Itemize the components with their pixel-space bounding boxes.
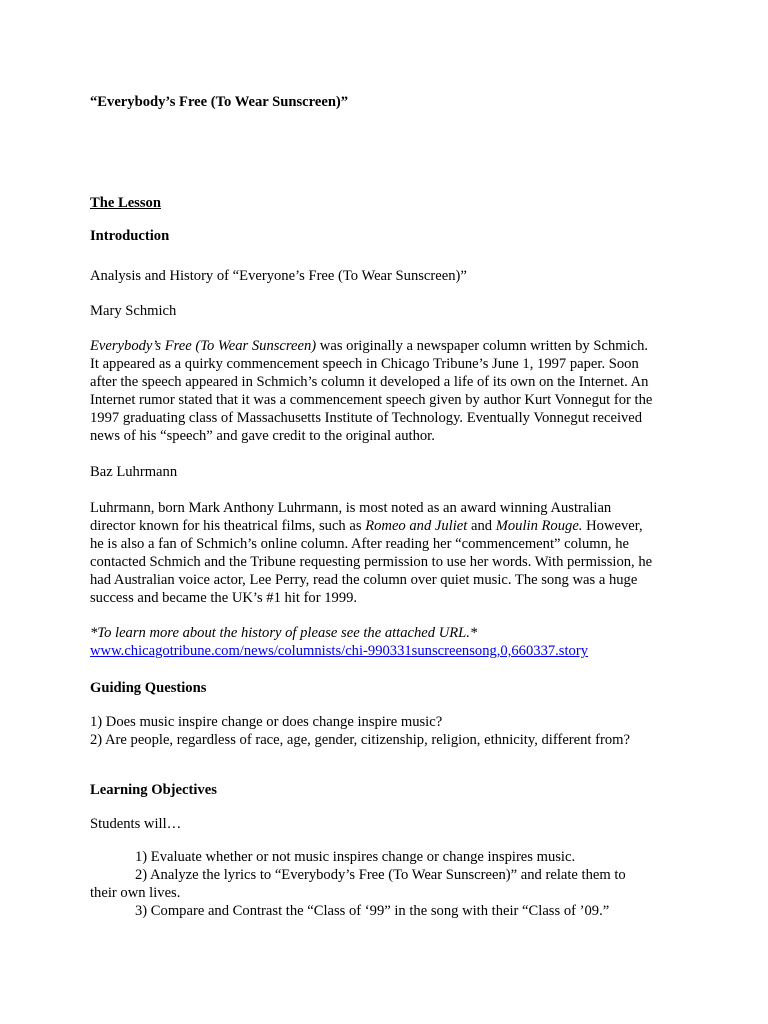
schmich-line-5: 1997 graduating class of Massachusetts Institute of Technology. Eventually Vonnegut received xyxy=(90,410,643,426)
schmich-line-4: Internet rumor stated that it was a commencement speech given by author Kurt Vonnegut for the xyxy=(90,392,653,408)
schmich-line-1 xyxy=(90,337,652,355)
objective-2: 2) Analyze the lyrics to “Everybody’s Free (To Wear Sunscreen)” and relate them to xyxy=(135,867,626,883)
analysis-line: Analysis and History of “Everyone’s Free (To Wear Sunscreen)” xyxy=(90,268,467,284)
objective-2-continued: their own lives. xyxy=(90,885,181,901)
song-title-italic: Everybody’s Free (To Wear Sunscreen) xyxy=(90,338,317,354)
history-link[interactable]: www.chicagotribune.com/news/columnists/chi-990331sunscreensong,0,660337.story xyxy=(90,643,588,659)
students-will: Students will… xyxy=(90,816,182,832)
objective-3: 3) Compare and Contrast the “Class of ‘99” in the song with their “Class of ’09.” xyxy=(135,903,610,919)
luhrmann-line-2-a: director known for his theatrical films, such as xyxy=(90,518,366,534)
luhrmann-paragraph xyxy=(90,499,652,607)
luhrmann-line-1: Luhrmann, born Mark Anthony Luhrmann, is most noted as an award winning Australian xyxy=(90,500,612,516)
luhrmann-line-2-and: and xyxy=(467,518,496,534)
schmich-paragraph xyxy=(90,337,652,445)
schmich-line-6: news of his “speech” and gave credit to the original author. xyxy=(90,428,435,444)
film-moulin-rouge: Moulin Rouge. xyxy=(495,518,583,534)
director-name: Baz Luhrmann xyxy=(90,464,178,480)
schmich-line-1-rest: was originally a newspaper column written by Schmich. xyxy=(316,338,649,354)
document-title: “Everybody’s Free (To Wear Sunscreen)” xyxy=(90,94,349,110)
url-note-block xyxy=(90,624,588,660)
guiding-questions-heading: Guiding Questions xyxy=(90,680,207,696)
objective-1: 1) Evaluate whether or not music inspires change or change inspires music. xyxy=(135,849,576,865)
learning-objectives-heading: Learning Objectives xyxy=(90,782,217,798)
objectives-list xyxy=(90,848,626,920)
luhrmann-line-4: contacted Schmich and the Tribune requesting permission to use her words. With permission, he xyxy=(90,554,653,570)
introduction-heading: Introduction xyxy=(90,228,170,244)
luhrmann-line-6: success and became the UK’s #1 hit for 1999. xyxy=(90,590,358,606)
document-page xyxy=(90,0,690,1024)
guiding-question-2: 2) Are people, regardless of race, age, gender, citizenship, religion, ethnicity, different from? xyxy=(90,732,630,748)
film-romeo-and-juliet: Romeo and Juliet xyxy=(365,518,468,534)
luhrmann-line-2-b: However, xyxy=(582,518,643,534)
lesson-heading: The Lesson xyxy=(90,195,161,211)
luhrmann-line-5: had Australian voice actor, Lee Perry, read the column over quiet music. The song was a huge xyxy=(90,572,638,588)
author-name: Mary Schmich xyxy=(90,303,177,319)
url-note: *To learn more about the history of please see the attached URL.* xyxy=(90,625,478,641)
schmich-line-2: It appeared as a quirky commencement speech in Chicago Tribune’s June 1, 1997 paper. Soon xyxy=(90,356,639,372)
guiding-question-1: 1) Does music inspire change or does change inspire music? xyxy=(90,714,443,730)
luhrmann-line-3: he is also a fan of Schmich’s online column. After reading her “commencement” column, he xyxy=(90,536,629,552)
luhrmann-line-2 xyxy=(90,517,652,535)
schmich-line-3: after the speech appeared in Schmich’s column it developed a life of its own on the Internet. An xyxy=(90,374,649,390)
guiding-questions-list xyxy=(90,713,630,749)
